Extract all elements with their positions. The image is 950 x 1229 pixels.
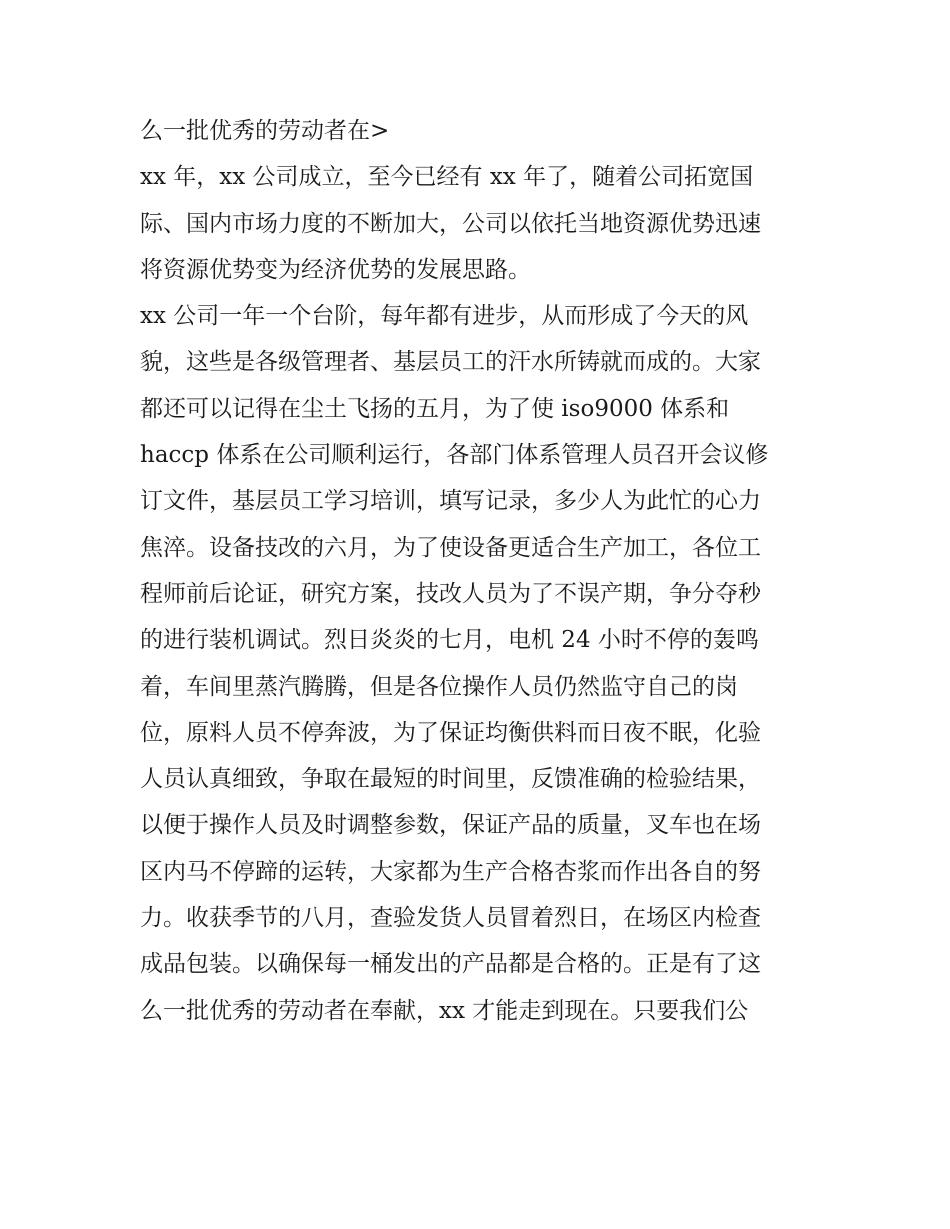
text-line: 际、国内市场力度的不断加大，公司以依托当地资源优势迅速 (140, 210, 761, 237)
text-line: xx 公司一年一个台阶，每年都有进步，从而形成了今天的风 (140, 303, 749, 330)
text-line: 将资源优势变为经济优势的发展思路。 (140, 256, 531, 283)
text-line: 着，车间里蒸汽腾腾，但是各位操作人员仍然监守自己的岗 (140, 673, 738, 700)
text-line: 人员认真细致，争取在最短的时间里，反馈准确的检验结果， (140, 766, 761, 793)
text-line: haccp 体系在公司顺利运行，各部门体系管理人员召开会议修 (140, 442, 769, 469)
text-line: 的进行装机调试。烈日炎炎的七月，电机 24 小时不停的轰鸣 (140, 627, 759, 654)
text-line: 位，原料人员不停奔波，为了保证均衡供料而日夜不眠，化验 (140, 719, 761, 746)
text-line: 都还可以记得在尘土飞扬的五月，为了使 iso9000 体系和 (140, 395, 730, 422)
text-line: 么一批优秀的劳动者在奉献，xx 才能走到现在。只要我们公 (140, 997, 749, 1024)
body-text (140, 108, 820, 1034)
text-line: 以便于操作人员及时调整参数，保证产品的质量，叉车也在场 (140, 812, 761, 839)
text-line: 成品包装。以确保每一桶发出的产品都是合格的。正是有了这 (140, 951, 761, 978)
text-line: xx 年，xx 公司成立，至今已经有 xx 年了，随着公司拓宽国 (140, 164, 754, 191)
text-line: 貌，这些是各级管理者、基层员工的汗水所铸就而成的。大家 (140, 349, 761, 376)
text-line: 订文件，基层员工学习培训，填写记录，多少人为此忙的心力 (140, 488, 761, 515)
text-line: 区内马不停蹄的运转，大家都为生产合格杏浆而作出各自的努 (140, 858, 761, 885)
text-line: 程师前后论证，研究方案，技改人员为了不误产期，争分夺秒 (140, 580, 761, 607)
text-line: 焦淬。设备技改的六月，为了使设备更适合生产加工，各位工 (140, 534, 761, 561)
text-line: 么一批优秀的劳动者在> (140, 118, 390, 144)
text-line: 力。收获季节的八月，查验发货人员冒着烈日，在场区内检查 (140, 905, 761, 932)
